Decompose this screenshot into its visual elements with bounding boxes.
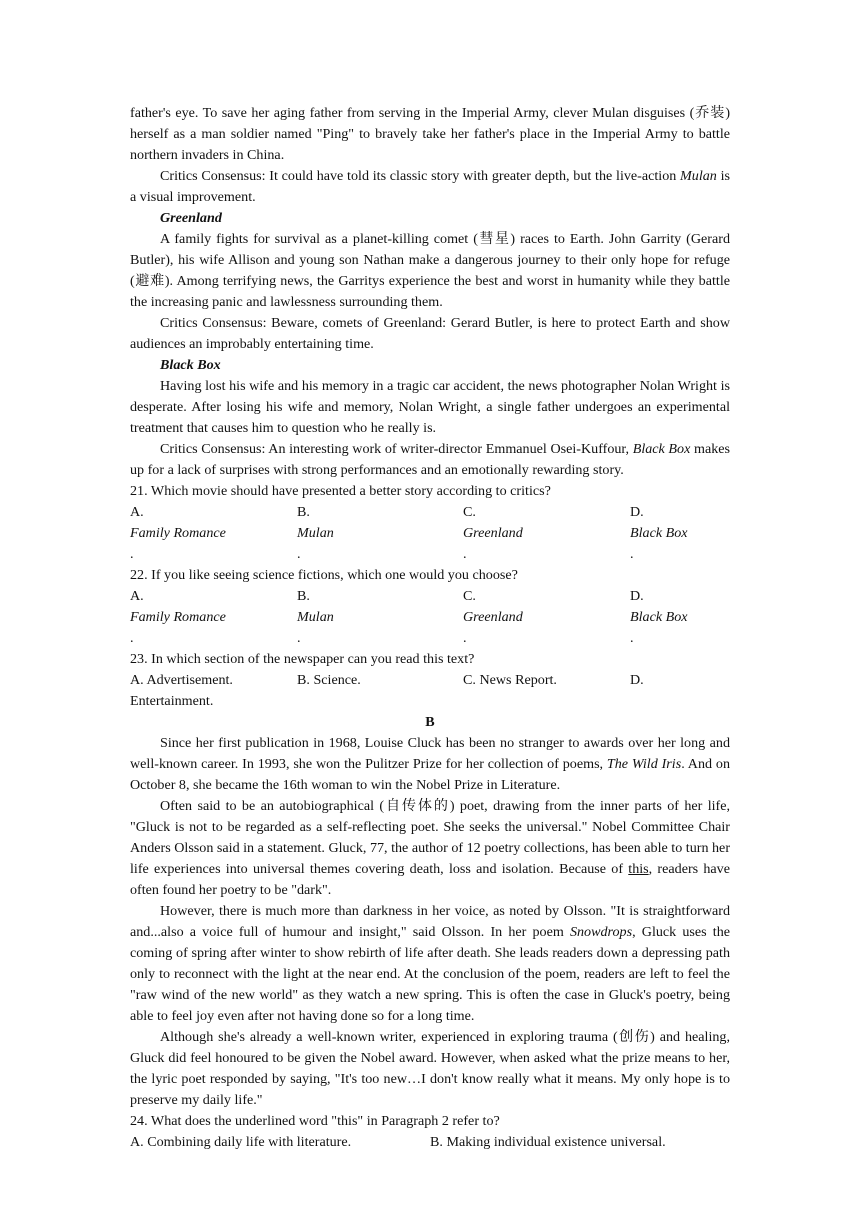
question-23-stem: 23. In which section of the newspaper can you read this text?	[130, 651, 475, 667]
q23-option-c: C. News Report.	[463, 672, 557, 688]
underlined-word-this: this	[628, 861, 649, 877]
q23-option-d: D.	[630, 672, 644, 688]
q21-option-a: A. Family Romance .	[130, 504, 226, 562]
q22-option-b: B. Mulan .	[297, 588, 334, 646]
q21-option-c: C. Greenland .	[463, 504, 523, 562]
q21-option-b: B. Mulan .	[297, 504, 334, 562]
question-21-stem: 21. Which movie should have presented a better story according to critics?	[130, 483, 551, 499]
mulan-critics-consensus: Critics Consensus: It could have told its classic story with greater depth, but the live-action Mulan is a visual improvement.	[130, 168, 730, 205]
q23-option-a: A. Advertisement.	[130, 672, 233, 688]
q21-option-d: D. Black Box .	[630, 504, 688, 562]
q23-option-b: B. Science.	[297, 672, 361, 688]
section-b-heading: B	[425, 714, 435, 730]
question-24-options	[130, 1132, 730, 1153]
q24-option-b: B. Making individual existence universal.	[430, 1134, 666, 1150]
question-22-stem: 22. If you like seeing science fictions, which one would you choose?	[130, 567, 518, 583]
q22-option-a: A. Family Romance .	[130, 588, 226, 646]
black-box-critics-consensus: Critics Consensus: An interesting work of writer-director Emmanuel Osei-Kuffour, Black Box makes up for a lack of surprises with strong performances and an emotionally rewarding story.	[130, 441, 730, 478]
passage-b-paragraph-4: Although she's already a well-known writer, experienced in exploring trauma (创伤) and healing, Gluck did feel honoured to be given the Nobel award. However, when asked what the prize means to her, the lyric poet responded by saying, "It's too new…I don't know really what it means. My only hope is to preserve my daily life."	[130, 1029, 731, 1108]
black-box-description: Having lost his wife and his memory in a tragic car accident, the news photographer Nolan Wright is desperate. After losing his wife and memory, Nolan Wright, a single father undergoes an experimental treatment that causes him to question who he really is.	[130, 378, 730, 436]
q22-option-d: D. Black Box .	[630, 588, 688, 646]
passage-b-paragraph-1: Since her first publication in 1968, Louise Cluck has been no stranger to awards over her long and well-known career. In 1993, she won the Pulitzer Prize for her collection of poems, The Wild Iris. And on October 8, she became the 16th woman to win the Nobel Prize in Literature.	[130, 735, 730, 793]
mulan-description-continued: father's eye. To save her aging father from serving in the Imperial Army, clever Mulan disguises (乔装) herself as a man soldier named "Ping" to bravely take her father's place in the Imperial Army to battle northern invaders in China.	[130, 105, 731, 163]
question-23-options	[130, 670, 730, 691]
greenland-critics-consensus: Critics Consensus: Beware, comets of Greenland: Gerard Butler, is here to protect Earth and show audiences an improbably entertaining time.	[130, 315, 730, 352]
q24-option-a: A. Combining daily life with literature.	[130, 1134, 352, 1150]
question-21-options	[130, 502, 730, 565]
question-22-options	[130, 586, 730, 649]
q22-option-c: C. Greenland .	[463, 588, 523, 646]
passage-b-paragraph-3: However, there is much more than darkness in her voice, as noted by Olsson. "It is straightforward and...also a voice full of humour and insight," said Olsson. In her poem Snowdrops, Gluck uses the coming of spring after winter to show rebirth of life after death. She leads readers down a depressing path only to reconnect with the light at the near end. At the conclusion of the poem, readers are left to feel the "raw wind of the new world" as they watch a new spring. This is often the case in Gluck's poetry, being able to feel joy even after not having done so for a long time.	[130, 903, 731, 1024]
black-box-title: Black Box	[160, 357, 221, 373]
greenland-description: A family fights for survival as a planet-killing comet (彗星) races to Earth. John Garrity (Gerard Butler), his wife Allison and young son Nathan make a dangerous journey to their only hope for refuge (避难). Among terrifying news, the Garritys experience the best and worst in humanity while they battle the increasing panic and lawlessness surrounding them.	[130, 231, 730, 310]
passage-b-paragraph-2: Often said to be an autobiographical (自传体的) poet, drawing from the inner parts of her life, "Gluck is not to be regarded as a self-reflecting poet. She seeks the universal." Nobel Committee Chair Anders Olsson said in a statement. Gluck, 77, the author of 12 poetry collections, has been able to turn her life experiences into universal themes covering death, loss and isolation. Because of this, readers have often found her poetry to be "dark".	[130, 798, 731, 898]
q23-option-d-continued: Entertainment.	[130, 693, 214, 709]
question-24-stem: 24. What does the underlined word "this" in Paragraph 2 refer to?	[130, 1113, 500, 1129]
greenland-title: Greenland	[160, 210, 222, 226]
document-page	[130, 103, 730, 1153]
